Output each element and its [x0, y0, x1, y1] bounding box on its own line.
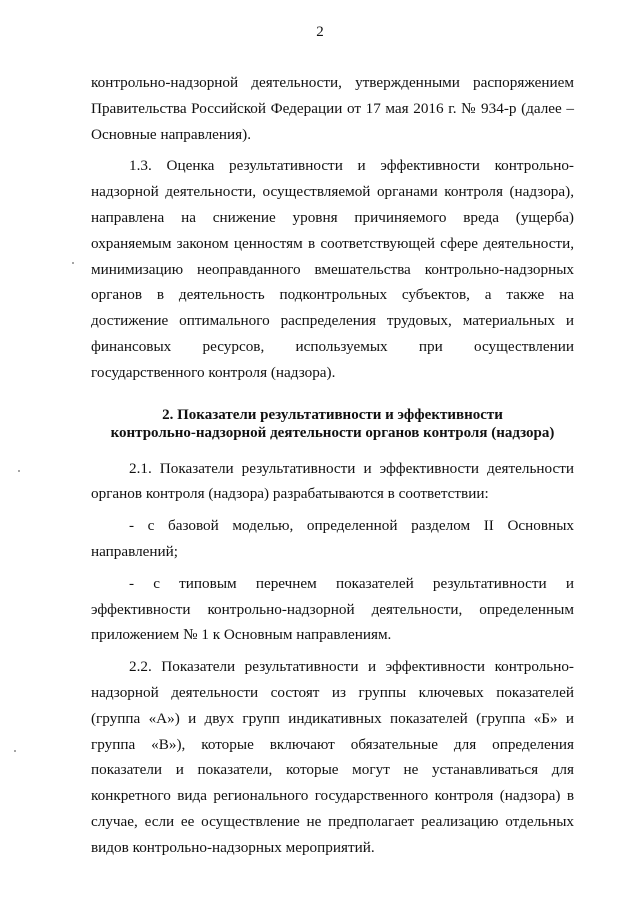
scan-speck	[14, 750, 16, 752]
section-heading-line-2: контрольно-надзорной деятельности органов контроля (надзора)	[110, 424, 555, 441]
scan-speck	[72, 262, 74, 264]
paragraph-2-1: 2.1. Показатели результативности и эффективности деятельности органов контроля (надзора) разрабатываются в соответствии:	[91, 459, 574, 503]
section-heading	[91, 406, 574, 442]
section-heading-line-1: 2. Показатели результативности и эффективности	[162, 406, 503, 423]
paragraph-2-2: 2.2. Показатели результативности и эффективности контрольно-надзорной деятельности состоят из группы ключевых показателей (группа «А») и двух групп индикативных показателей (группа «Б» и группа «В»), которые включают обязательные для определения показатели и показатели, которые могут не устанавливаться для конкретного вида регионального государственного контроля (надзора) в случае, если ее осуществление не предполагает реализацию отдельных видов контрольно-надзорных мероприятий.	[91, 658, 574, 856]
document-body	[91, 70, 574, 861]
paragraph-1-3: 1.3. Оценка результативности и эффективности контрольно-надзорной деятельности, осуществляемой органами контроля (надзора), направлена на снижение уровня причиняемого вреда (ущерба) охраняемым законом ценностям в соответствующей сфере деятельности, минимизацию неоправданного вмешательства контрольно-надзорных органов в деятельность подконтрольных субъектов, а также на достижение оптимального распределения трудовых, материальных и финансовых ресурсов, используемых при осуществлении государственного контроля (надзора).	[91, 157, 574, 381]
list-item-typical-list: - с типовым перечнем показателей результативности и эффективности контрольно-надзорной деятельности, определенным приложением № 1 к Основным направлениям.	[91, 574, 574, 644]
paragraph-continuation: контрольно-надзорной деятельности, утвержденными распоряжением Правительства Российской Федерации от 17 мая 2016 г. № 934-р (далее – Основные направления).	[91, 74, 574, 143]
list-item-basic-model: - с базовой моделью, определенной разделом II Основных направлений;	[91, 517, 574, 560]
page-number: 2	[316, 24, 324, 40]
scan-speck	[18, 470, 20, 472]
